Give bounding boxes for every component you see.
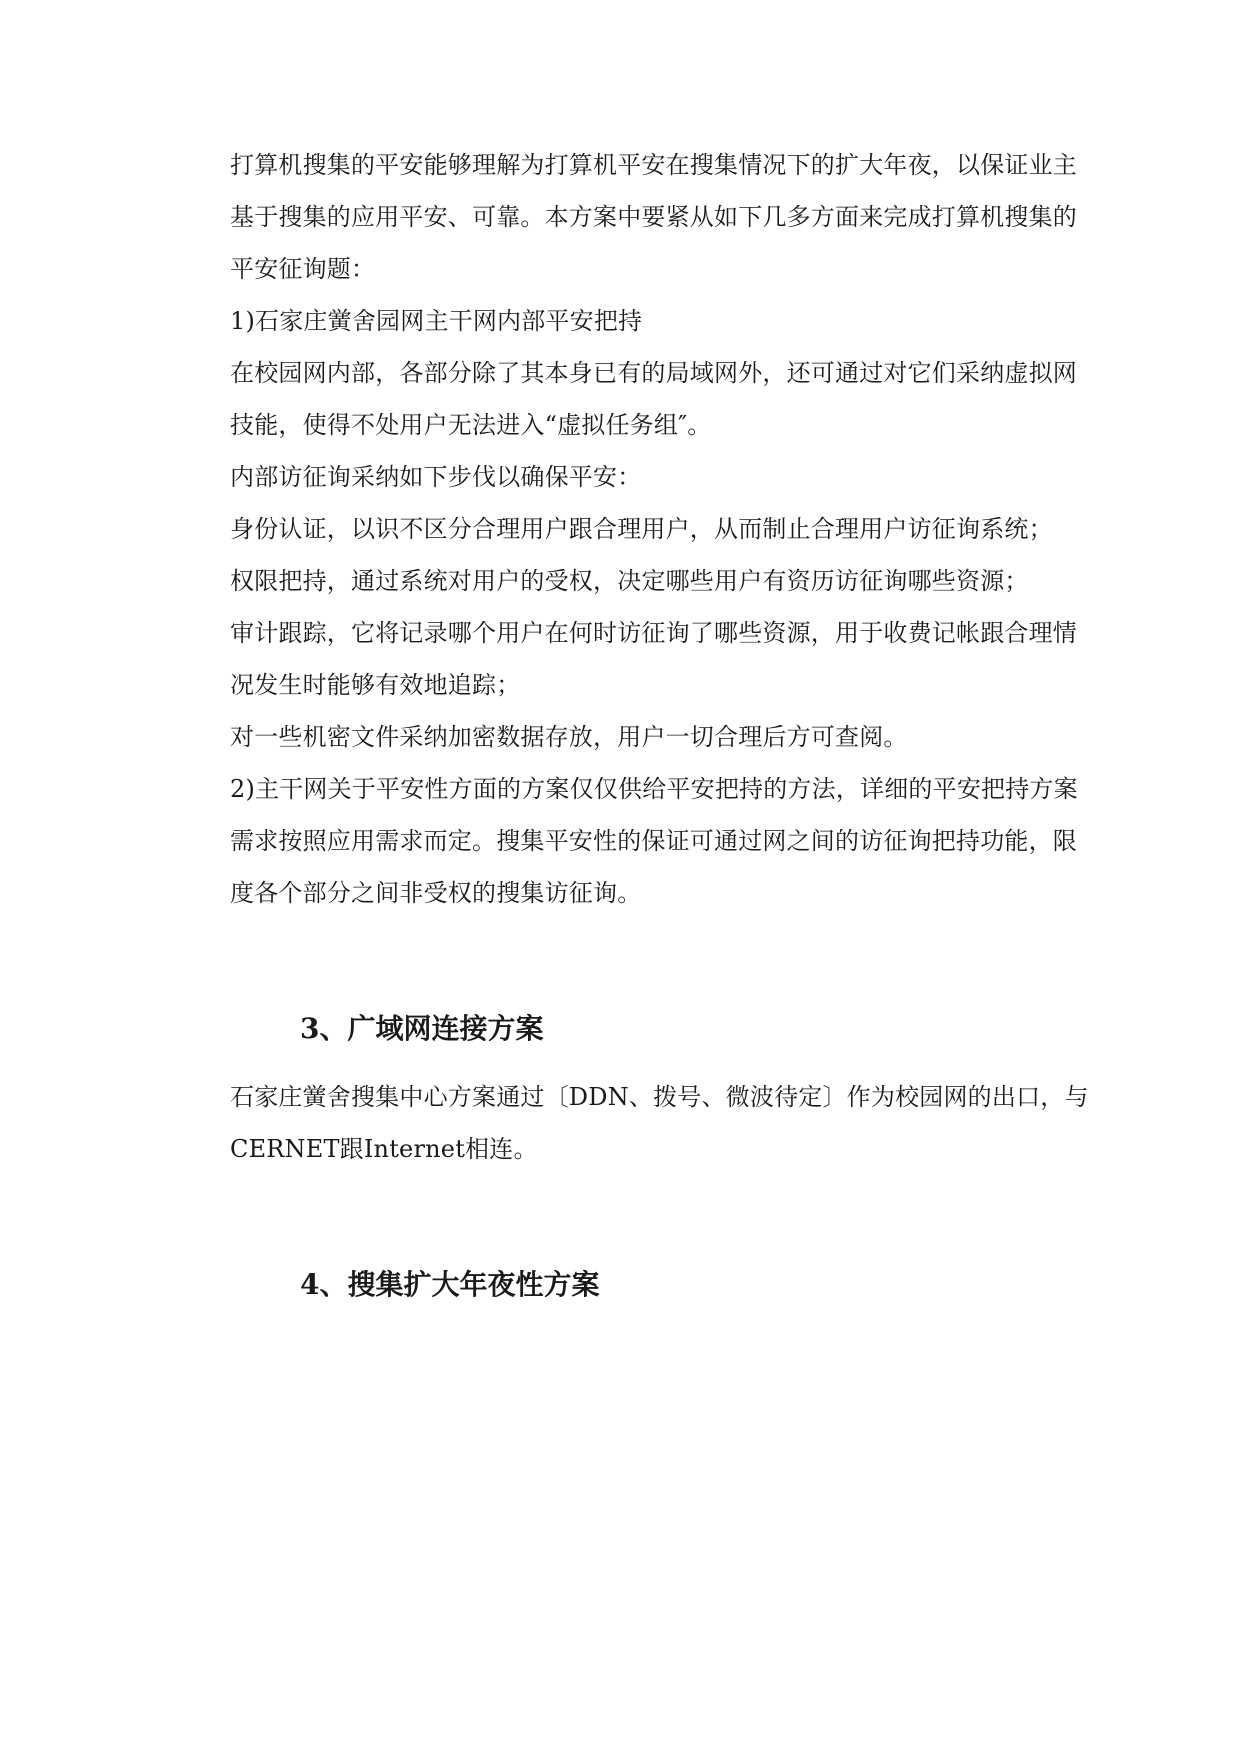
subsection-title: 2)主干网关于平安性方面的方案仅仅供给平安把持的方法，详细的平安把持方案 bbox=[230, 775, 1078, 803]
paragraph-line: 石家庄黉舍搜集中心方案通过〔DDN、拨号、微波待定〕作为校园网的出口，与 bbox=[230, 1083, 1089, 1111]
paragraph-line: 况发生时能够有效地追踪； bbox=[230, 671, 521, 699]
paragraph-line: 度各个部分之间非受权的搜集访征询。 bbox=[230, 879, 642, 907]
paragraph-line: 平安征询题： bbox=[230, 255, 376, 283]
paragraph-line: 身份认证，以识不区分合理用户跟合理用户，从而制止合理用户访征询系统； bbox=[230, 515, 1053, 543]
paragraph-line: 内部访征询采纳如下步伐以确保平安： bbox=[230, 463, 642, 491]
subsection-title: 1)石家庄黉舍园网主干网内部平安把持 bbox=[230, 307, 643, 335]
section-heading: 4、搜集扩大年夜性方案 bbox=[300, 1268, 600, 1301]
paragraph-line: 审计跟踪，它将记录哪个用户在何时访征询了哪些资源，用于收费记帐跟合理情 bbox=[230, 619, 1077, 647]
paragraph-line: 基于搜集的应用平安、可靠。本方案中要紧从如下几多方面来完成打算机搜集的 bbox=[230, 203, 1077, 231]
paragraph-line: CERNET跟Internet相连。 bbox=[230, 1135, 538, 1163]
section-heading: 3、广域网连接方案 bbox=[300, 1012, 544, 1045]
paragraph-line: 在校园网内部，各部分除了其本身已有的局域网外，还可通过对它们采纳虚拟网 bbox=[230, 359, 1077, 387]
paragraph-line: 技能，使得不处用户无法进入“虚拟任务组″。 bbox=[230, 411, 712, 439]
paragraph-line: 需求按照应用需求而定。搜集平安性的保证可通过网之间的访征询把持功能，限 bbox=[230, 827, 1077, 855]
paragraph-line: 打算机搜集的平安能够理解为打算机平安在搜集情况下的扩大年夜，以保证业主 bbox=[230, 151, 1077, 179]
paragraph-line: 权限把持，通过系统对用户的受权，决定哪些用户有资历访征询哪些资源； bbox=[230, 567, 1029, 595]
paragraph-line: 对一些机密文件采纳加密数据存放，用户一切合理后方可查阅。 bbox=[230, 723, 908, 751]
